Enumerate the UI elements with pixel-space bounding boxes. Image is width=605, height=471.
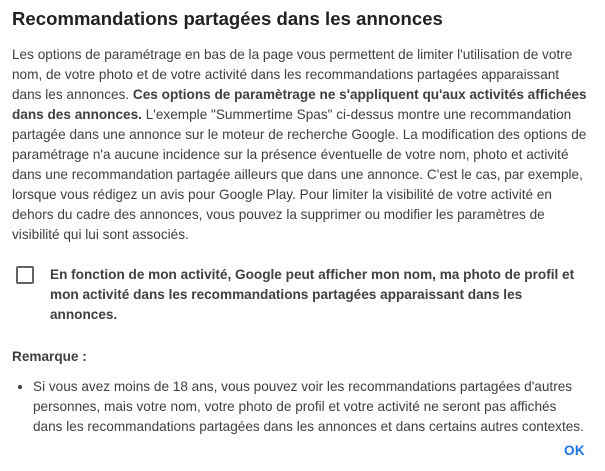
description-text-part1: Les options de paramétrage en bas de la page vous permettent de limiter l'utilisation de votre nom, de votre photo et de votre activité dans les recommandations partagées apparaissant dans les annonces. — [12, 47, 573, 102]
ok-button[interactable]: OK — [564, 443, 585, 458]
description-text-part2: L'exemple "Summertime Spas" ci-dessus montre une recommandation partagée dans une annonce sur le moteur de recherche Google. La modification des options de paramétrage n'a aucune incidence sur la présence éventuelle de votre nom, photo et activité dans une recommandation partagée ailleurs que dans une annonce. C'est le cas, par exemple, lorsque vous rédigez un avis pour Google Play. Pour limiter la visibilité de votre activité en dehors du cadre des annonces, vous pouvez la supprimer ou modifier les paramètres de visibilité qui lui sont associés. — [12, 107, 587, 242]
dialog-description — [12, 45, 589, 245]
description-bold-text: Ces options de paramètrage ne s'appliquent qu'aux activités affichées dans des annonces. — [12, 87, 587, 122]
remark-list-item: • Si vous avez moins de 18 ans, vous pouvez voir les recommandations partagées d'autres personnes, mais votre nom, votre photo de profil et votre activité ne seront pas affichés dans les recommandations partagées dans les annonces et dans certains autres contextes. — [33, 377, 589, 437]
remark-title: Remarque : — [12, 349, 87, 364]
remark-list — [12, 377, 589, 437]
shared-endorsement-checkbox-label[interactable]: En fonction de mon activité, Google peut afficher mon nom, ma photo de profil et mon activité dans les recommandations partagées apparaissant dans les annonces. — [50, 267, 575, 322]
dialog-title: Recommandations partagées dans les annonces — [12, 8, 443, 29]
shared-endorsement-checkbox[interactable] — [16, 266, 34, 284]
shared-endorsement-setting[interactable] — [12, 265, 589, 325]
